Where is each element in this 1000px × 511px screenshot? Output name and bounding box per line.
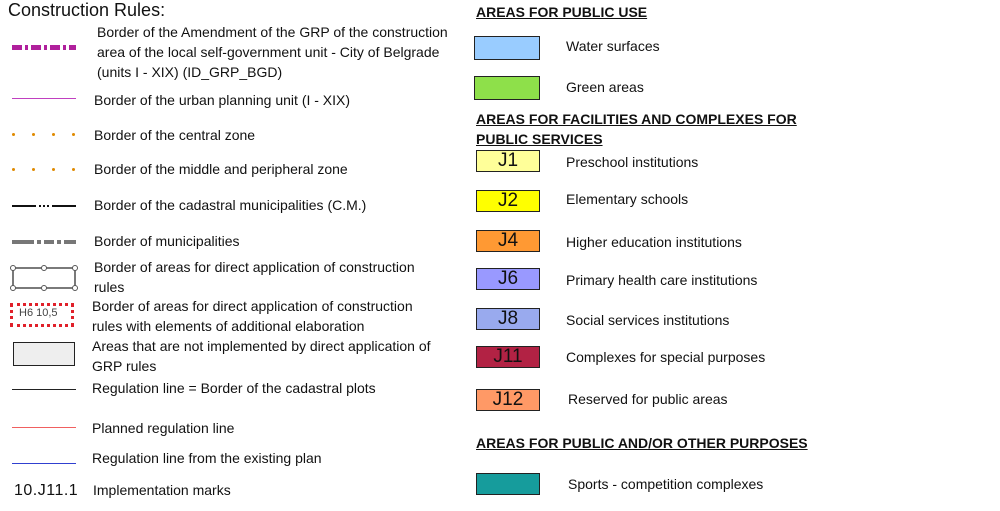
legend-label-water: Water surfaces bbox=[566, 38, 660, 54]
legend-label-not-implemented: Areas that are not implemented by direct application of GRP rules bbox=[92, 338, 431, 374]
legend-label-regulation-line: Regulation line = Border of the cadastral plots bbox=[92, 380, 376, 396]
red-thin-line-icon bbox=[12, 427, 76, 428]
legend-label-implementation-marks: Implementation marks bbox=[93, 482, 231, 498]
legend-label-green: Green areas bbox=[566, 79, 644, 95]
legend-label-municipality-border: Border of municipalities bbox=[94, 233, 240, 249]
legend-label-urban-unit: Border of the urban planning unit (I - XIX) bbox=[94, 92, 351, 108]
water-surfaces-swatch bbox=[474, 36, 540, 60]
legend-label-additional-elaboration: Border of areas for direct application of construction rules with elements of additional elaboration bbox=[92, 298, 413, 334]
legend-label-j12: Reserved for public areas bbox=[568, 391, 728, 407]
legend-label-central-zone: Border of the central zone bbox=[94, 127, 256, 143]
legend-label-cadastral-border: Border of the cadastral municipalities (C.M.) bbox=[94, 197, 367, 213]
header-public-use: AREAS FOR PUBLIC USE bbox=[476, 4, 648, 20]
green-areas-swatch bbox=[474, 76, 540, 100]
blue-thin-line-icon bbox=[12, 463, 76, 464]
j6-swatch: J6 bbox=[476, 268, 540, 290]
black-thin-line-icon bbox=[12, 389, 76, 390]
legend-label-j4: Higher education institutions bbox=[566, 234, 742, 250]
legend-label-grp-border: Border of the Amendment of the GRP of the construction area of the local self-government unit - City of Belgrade (units I - XIX) (ID_GRP_BGD) bbox=[97, 24, 448, 80]
legend-label-direct-application: Border of areas for direct application of construction rules bbox=[94, 259, 415, 295]
j12-swatch: J12 bbox=[476, 389, 540, 411]
j11-swatch: J11 bbox=[476, 346, 540, 368]
legend-label-j1: Preschool institutions bbox=[566, 154, 699, 170]
legend-label-j8: Social services institutions bbox=[566, 312, 730, 328]
magenta-thin-line-icon bbox=[12, 98, 76, 99]
legend-label-j2: Elementary schools bbox=[566, 191, 689, 207]
orange-dotted-line-icon bbox=[12, 132, 76, 138]
outlined-rectangle-icon bbox=[10, 265, 78, 291]
sports-complexes-swatch bbox=[476, 473, 540, 495]
gray-dash-dot-line-icon bbox=[12, 238, 76, 246]
legend-label-planned-regulation: Planned regulation line bbox=[92, 420, 235, 436]
j8-swatch: J8 bbox=[476, 308, 540, 330]
j2-swatch: J2 bbox=[476, 190, 540, 212]
legend-label-existing-regulation: Regulation line from the existing plan bbox=[92, 450, 322, 466]
additional-elaboration-mark: H6 10,5 bbox=[19, 307, 58, 319]
header-public-services-line1: AREAS FOR FACILITIES AND COMPLEXES FOR bbox=[476, 111, 797, 127]
orange-sparse-dotted-line-icon bbox=[12, 167, 76, 173]
legend-title: Construction Rules: bbox=[8, 0, 166, 20]
legend-label-j11: Complexes for special purposes bbox=[566, 349, 766, 365]
red-dotted-rectangle-icon bbox=[10, 303, 74, 327]
j4-swatch: J4 bbox=[476, 230, 540, 252]
header-other-purposes: AREAS FOR PUBLIC AND/OR OTHER PURPOSES bbox=[476, 435, 808, 451]
black-dash-dot-line-icon bbox=[12, 202, 76, 210]
magenta-dash-dot-line-icon bbox=[12, 42, 76, 54]
legend-label-middle-zone: Border of the middle and peripheral zone bbox=[94, 161, 348, 177]
header-public-services-line2: PUBLIC SERVICES bbox=[476, 131, 603, 147]
legend-label-j6: Primary health care institutions bbox=[566, 272, 758, 288]
j1-swatch: J1 bbox=[476, 150, 540, 172]
legend-label-sports: Sports - competition complexes bbox=[568, 476, 764, 492]
implementation-mark-icon: 10.J11.1 bbox=[14, 482, 79, 499]
gray-rectangle-icon bbox=[13, 342, 75, 366]
